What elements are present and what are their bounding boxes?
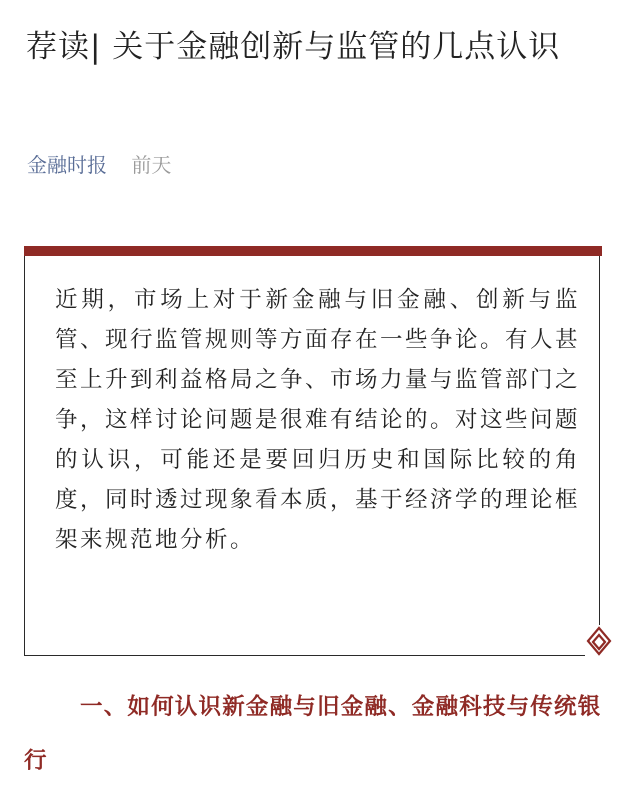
quote-accent-bar: [24, 246, 602, 256]
article-meta: [27, 152, 171, 178]
publish-time: 前天: [131, 153, 172, 177]
diamond-ornament-icon: [582, 622, 616, 660]
quote-text: 近期，市场上对于新金融与旧金融、创新与监管、现行监管规则等方面存在一些争论。有人甚至上升到利益格局之争、市场力量与监管部门之争，这样讨论问题是很难有结论的。对这些问题的认识，可能还是要回归历史和国际比较的角度，同时透过现象看本质，基于经济学的理论框架来规范地分析。: [55, 287, 581, 553]
article-title: 荐读| 关于金融创新与监管的几点认识: [26, 29, 561, 65]
section-heading: 一、如何认识新金融与旧金融、金融科技与传统银行: [24, 694, 602, 774]
source-link[interactable]: 金融时报: [27, 153, 107, 177]
